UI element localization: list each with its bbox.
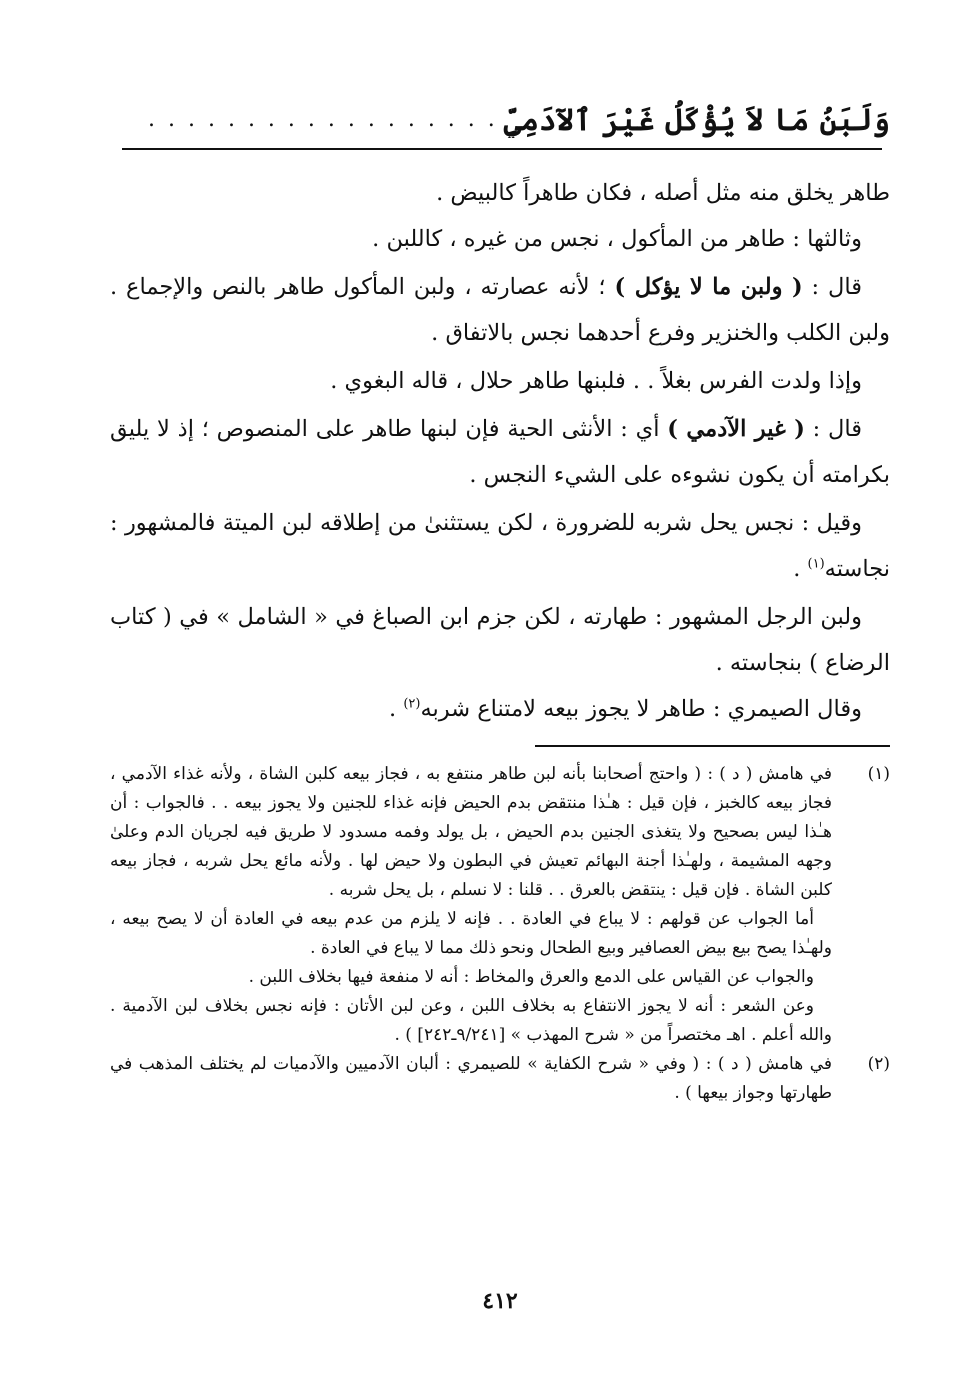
book-page [110, 0, 890, 1378]
page-number: ٤١٢ [482, 1288, 518, 1314]
running-title: وَلَبَنُ مَا لاَ يُؤْكَلُ غَيْرَ ٱلآدَمِيِّ [503, 103, 890, 138]
paragraph-5-text: أي : الأنثى الحية فإن لبنها طاهر على المنصوص ؛ إذ لا يليق بكرامته أن يكون نشوءه على الشيء النجس . [110, 416, 890, 488]
footnote-1-para-4: وعن الشعر : أنه لا يجوز الانتفاع به بخلاف اللبن ، وعن لبن الأتان : فإنه نجس بخلاف لبن الآدمية . والله أعلم . اهـ مختصراً من « شرح المهذب » [٩/٢٤١ـ٢٤٢] ) . [110, 996, 832, 1045]
paragraph-6 [110, 500, 890, 592]
paragraph-3-prefix: قال : [802, 274, 862, 300]
paragraph-3-text: ؛ لأنه عصارته ، ولبن المأكول طاهر بالنص والإجماع . ولبن الكلب والخنزير وفرع أحدهما نجس بالاتفاق . [110, 274, 890, 346]
paragraph-3 [110, 264, 890, 356]
paragraph-4: وإذا ولدت الفرس بغلاً . . فلبنها طاهر حلال ، قاله البغوي . [330, 368, 862, 394]
paragraph-3-lemma: ( ولبن ما لا يؤكل ) [614, 274, 803, 300]
header-rule [122, 148, 882, 150]
paragraph-6-text: وقيل : نجس يحل شربه للضرورة ، لكن يستثنىٰ من إطلاقه لبن الميتة فالمشهور : نجاسته [110, 510, 890, 582]
footnote-1-number: (١) [867, 764, 890, 784]
paragraph-5-lemma: ( غير الآدمي ) [667, 416, 805, 442]
footnotes [110, 760, 890, 1108]
footnote-ref-2[interactable]: (٢) [403, 696, 421, 712]
paragraph-8-end: . [389, 696, 404, 722]
footnote-ref-1[interactable]: (١) [807, 556, 825, 572]
paragraph-7: ولبن الرجل المشهور : طهارته ، لكن جزم ابن الصباغ في « الشامل » في ( كتاب الرضاع ) بنجاسته . [110, 604, 890, 676]
footnote-1-para-1: في هامش ( د ) : ( واحتج أصحابنا بأنه لبن طاهر منتفع به ، فجاز بيعه كلبن الشاة ، ولأنه غذاء الآدمي ، فجاز بيعه كالخبز ، فإن قيل : هـٰذا منتقض بدم الحيض فإنه غذاء للجنين ولا يجوز بيعه . . فالجواب : أن هـٰذا ليس بصحيح ولا يتغذى الجنين بدم الحيض ، بل يولد وفمه مسدود لا طريق فيه لجريان الدم وعلىٰ وجهه المشيمة ، ولهـٰذا أجنة البهائم تعيش في البطون ولا حيض لها . ولأنه مائع يحل شربه ، فجاز بيعه كلبن الشاة . فإن قيل : ينتقض بالعرق . . قلنا : لا نسلم ، بل يحل شربه . [110, 764, 832, 900]
paragraph-5 [110, 406, 890, 498]
footnote-1-para-2: أما الجواب عن قولهم : لا يباع في العادة . . فإنه لا يلزم من عدم بيعه في العادة أن لا يصح بيعه ، ولهـٰذا يصح بيع بيض العصافير وبيع الطحال ونحو ذلك مما لا يباع في العادة . [110, 909, 832, 958]
footnote-2-number: (٢) [867, 1054, 890, 1074]
paragraph-6-end: . [793, 556, 808, 582]
running-head-dots: . . . . . . . . . . . . . . . . . . [148, 107, 498, 132]
paragraph-1: طاهر يخلق منه مثل أصله ، فكان طاهراً كالبيض . [436, 180, 890, 206]
paragraph-2: وثالثها : طاهر من المأكول ، نجس من غيره ، كاللبن . [372, 226, 862, 252]
footnote-2-para-1: في هامش ( د ) : ( وفي « شرح الكفاية » للصيمري : ألبان الآدميين والآدميات لم يختلف المذهب في طهارتها وجواز بيعها ) . [110, 1054, 832, 1103]
footnote-1-para-3: والجواب عن القياس على الدمع والعرق والمخاط : أنه لا منفعة فيها بخلاف اللبن . [248, 967, 814, 987]
running-head [120, 88, 890, 138]
paragraph-8 [110, 686, 890, 732]
main-text [110, 170, 890, 732]
paragraph-8-text: وقال الصيمري : طاهر لا يجوز بيعه لامتناع شربه [420, 696, 862, 722]
footnote-2 [110, 1050, 890, 1108]
paragraph-5-prefix: قال : [804, 416, 863, 442]
footnote-1 [110, 760, 890, 1050]
footnote-rule [535, 745, 890, 747]
